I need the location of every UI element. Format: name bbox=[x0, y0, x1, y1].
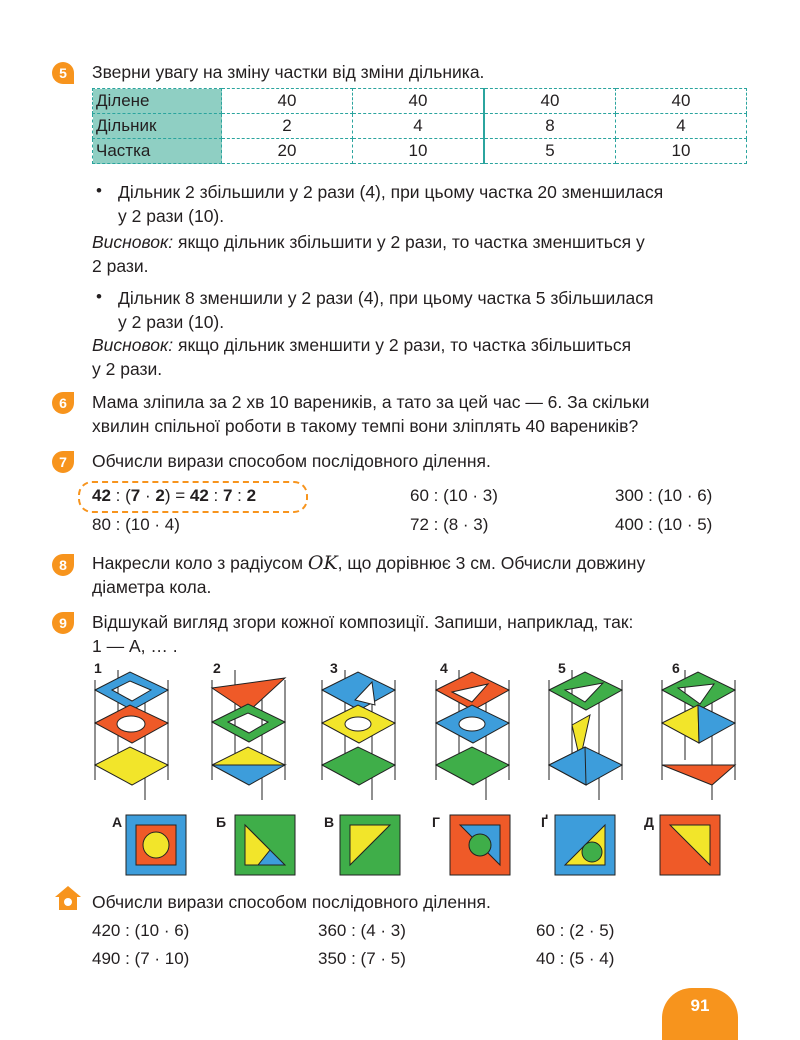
number: 2 bbox=[155, 486, 165, 505]
home-item: 350 : (7 · 5) bbox=[318, 949, 406, 968]
table-row-label: Ділене bbox=[93, 89, 222, 114]
home-item: 360 : (4 · 3) bbox=[318, 921, 406, 940]
exercise-8-badge: 8 bbox=[52, 554, 74, 576]
ex7-item: 72 : (8 · 3) bbox=[410, 515, 489, 534]
ex7-item: 80 : (10 · 4) bbox=[92, 515, 180, 534]
stack-3 bbox=[322, 670, 395, 800]
answer-label: В bbox=[324, 814, 335, 830]
table-cell: 10 bbox=[353, 139, 485, 164]
stack-label: 2 bbox=[213, 660, 221, 676]
ex5-p1-line2: у 2 рази (10). bbox=[118, 206, 225, 226]
number: 42 bbox=[189, 486, 209, 505]
table-cell: 40 bbox=[616, 89, 747, 114]
stack-1 bbox=[95, 670, 168, 800]
table-cell: 8 bbox=[484, 114, 616, 139]
ex5-p2-conclusion-line2: у 2 рази. bbox=[92, 359, 163, 379]
ex7-title: Обчисли вирази способом послідовного ділення. bbox=[92, 451, 491, 471]
number: 42 bbox=[92, 486, 111, 505]
answer-d bbox=[660, 815, 720, 875]
home-item: 40 : (5 · 4) bbox=[536, 949, 615, 968]
ex9-line2: 1 — А, … . bbox=[92, 636, 178, 656]
conclusion-label: Висновок: bbox=[92, 232, 174, 252]
exercise-5-badge: 5 bbox=[52, 62, 74, 84]
answer-label: Д bbox=[644, 814, 654, 830]
ex8-line2: діаметра кола. bbox=[92, 577, 212, 597]
stack-label: 5 bbox=[558, 660, 566, 676]
home-item: 490 : (7 · 10) bbox=[92, 949, 190, 968]
answer-v bbox=[340, 815, 400, 875]
page-number: 91 bbox=[662, 988, 738, 1040]
answer-label: Б bbox=[216, 814, 227, 830]
ex7-item: 300 : (10 · 6) bbox=[615, 486, 713, 505]
bullet: • bbox=[96, 181, 102, 200]
home-item: 420 : (10 · 6) bbox=[92, 921, 190, 940]
stack-4 bbox=[436, 670, 509, 800]
stack-label: 3 bbox=[330, 660, 338, 676]
table-cell: 2 bbox=[222, 114, 353, 139]
number: 2 bbox=[246, 486, 257, 505]
table-cell: 20 bbox=[222, 139, 353, 164]
conclusion-text: якщо дільник збільшити у 2 рази, то частка зменшиться у bbox=[173, 232, 645, 252]
operator: · bbox=[140, 486, 156, 505]
table-cell: 40 bbox=[353, 89, 485, 114]
exercise-6-badge: 6 bbox=[52, 392, 74, 414]
conclusion-text: якщо дільник зменшити у 2 рази, то частка збільшиться bbox=[173, 335, 632, 355]
number: 7 bbox=[222, 486, 233, 505]
home-icon bbox=[54, 885, 82, 911]
operator: : bbox=[208, 486, 223, 505]
home-item: 60 : (2 · 5) bbox=[536, 921, 615, 940]
exercise-7-badge: 7 bbox=[52, 451, 74, 473]
operator: : ( bbox=[110, 486, 131, 505]
table-cell: 40 bbox=[222, 89, 353, 114]
answer-label: А bbox=[112, 814, 123, 830]
ex7-item: 400 : (10 · 5) bbox=[615, 515, 713, 534]
stack-label: 4 bbox=[440, 660, 448, 676]
text: , що дорівнює 3 см. Обчисли довжину bbox=[337, 553, 646, 573]
exercise-5-title: Зверни увагу на зміну частки від зміни дільника. bbox=[92, 62, 485, 82]
answer-label: Г bbox=[432, 814, 440, 830]
conclusion-label: Висновок: bbox=[92, 335, 174, 355]
operator: : bbox=[232, 486, 247, 505]
text: Накресли коло з радіусом bbox=[92, 553, 308, 573]
number: 7 bbox=[130, 486, 141, 505]
answer-g bbox=[450, 815, 510, 875]
answer-a bbox=[126, 815, 186, 875]
stack-2 bbox=[212, 670, 285, 800]
table-cell: 40 bbox=[484, 89, 616, 114]
answer-g-prime bbox=[555, 815, 615, 875]
ex6-line2: хвилин спільної роботи в такому темпі вони зліплять 40 вареників? bbox=[92, 416, 639, 436]
table-cell: 4 bbox=[616, 114, 747, 139]
variable: OK bbox=[307, 552, 338, 574]
ex5-p1-line1: Дільник 2 збільшили у 2 рази (4), при цьому частка 20 зменшилася bbox=[118, 182, 664, 202]
ex5-p1-conclusion-line2: 2 рази. bbox=[92, 256, 149, 276]
stack-5 bbox=[549, 670, 622, 800]
ex7-item: 60 : (10 · 3) bbox=[410, 486, 498, 505]
exercise-9-badge: 9 bbox=[52, 612, 74, 634]
answer-label: Ґ bbox=[541, 814, 548, 830]
table-row-label: Частка bbox=[93, 139, 222, 164]
table-cell: 10 bbox=[616, 139, 747, 164]
table-cell: 4 bbox=[353, 114, 485, 139]
ex5-p2-line2: у 2 рази (10). bbox=[118, 312, 225, 332]
answer-b bbox=[235, 815, 295, 875]
ex5-p2-line1: Дільник 8 зменшили у 2 рази (4), при цьому частка 5 збільшилася bbox=[118, 288, 654, 308]
operator: ) = bbox=[164, 486, 190, 505]
stack-label: 6 bbox=[672, 660, 680, 676]
home-title: Обчисли вирази способом послідовного ділення. bbox=[92, 892, 491, 912]
table-cell: 5 bbox=[484, 139, 616, 164]
bullet: • bbox=[96, 287, 102, 306]
stack-6 bbox=[662, 670, 735, 800]
ex6-line1: Мама зліпила за 2 хв 10 вареників, а тато за цей час — 6. За скільки bbox=[92, 392, 650, 412]
ex9-line1: Відшукай вигляд згори кожної композиції. Запиши, наприклад, так: bbox=[92, 612, 634, 632]
stack-label: 1 bbox=[94, 660, 102, 676]
table-row-label: Дільник bbox=[93, 114, 222, 139]
